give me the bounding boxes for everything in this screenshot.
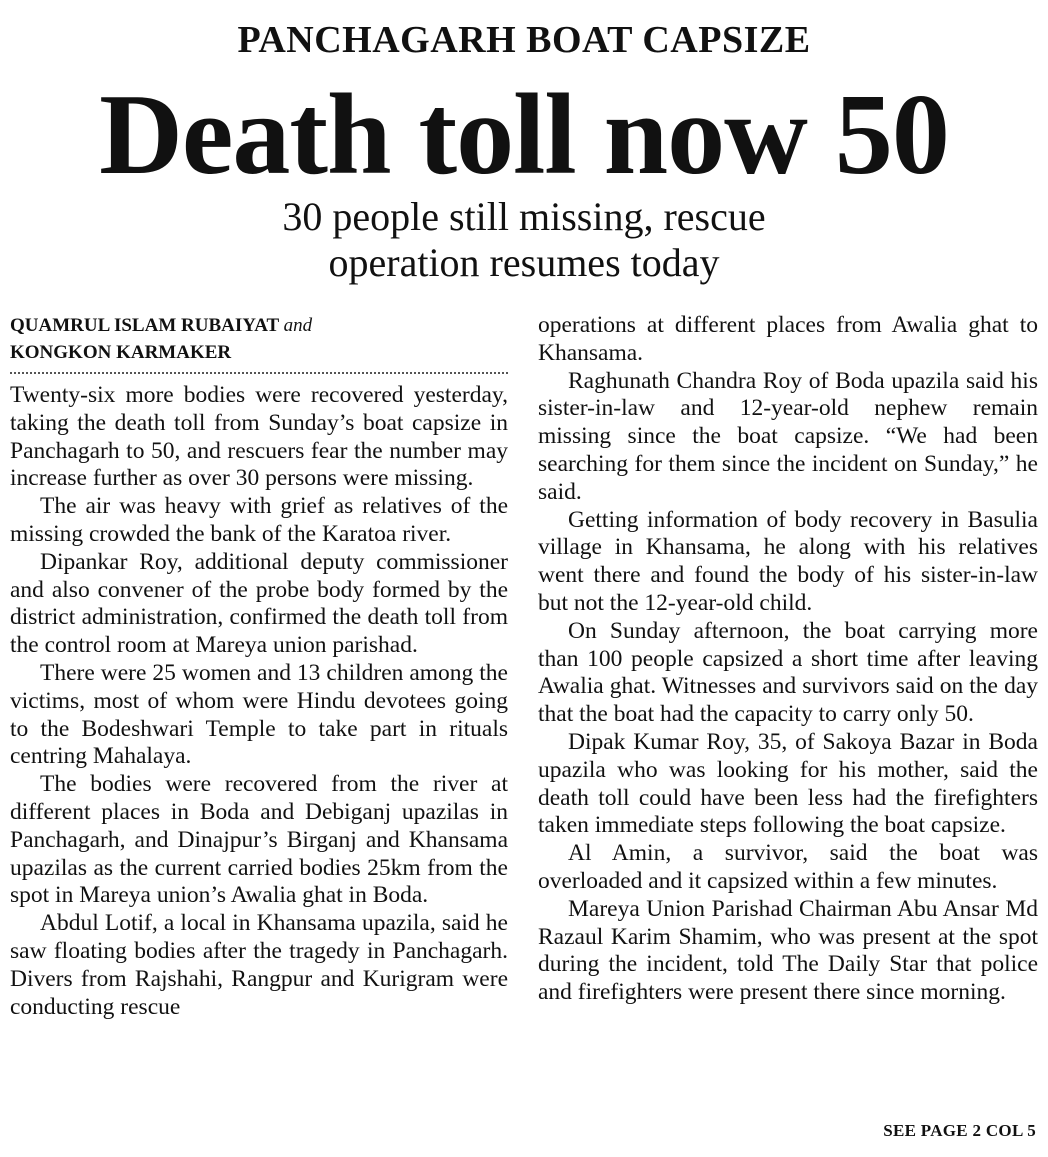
paragraph: There were 25 women and 13 children among the victims, most of whom were Hindu devotees going to the Bodeshwari Temple to take part in rituals centring Mahalaya. bbox=[10, 659, 508, 770]
jump-line: SEE PAGE 2 COL 5 bbox=[883, 1121, 1036, 1140]
paragraph: Twenty-six more bodies were recovered yesterday, taking the death toll from Sunday’s boat capsize in Panchagarh to 50, and rescuers fear the number may increase further as over 30 persons were missing. bbox=[10, 382, 508, 492]
paragraph: Getting information of body recovery in Basulia village in Khansama, he along with his relatives went there and found the body of his sister-in-law but not the 12-year-old child. bbox=[538, 506, 1038, 616]
paragraph: Abdul Lotif, a local in Khansama upazila, said he saw floating bodies after the tragedy in Panchagarh. Divers from Rajshahi, Rangpur and Kurigram were conducting rescue bbox=[10, 910, 508, 1020]
paragraph: The air was heavy with grief as relatives of the missing crowded the bank of the Karatoa river. bbox=[10, 493, 508, 547]
paragraph: Al Amin, a survivor, said the boat was overloaded and it capsized within a few minutes. bbox=[538, 840, 1038, 894]
paragraph: Dipak Kumar Roy, 35, of Sakoya Bazar in Boda upazila who was looking for his mother, said the death toll could have been less had the firefighters taken immediate steps following the boat capsize. bbox=[538, 728, 1038, 839]
byline-author-1: QUAMRUL ISLAM RUBAIYAT bbox=[10, 315, 279, 336]
kicker: PANCHAGARH BOAT CAPSIZE bbox=[237, 19, 811, 61]
article-column-right bbox=[538, 312, 1038, 1007]
paragraph: operations at different places from Awalia ghat to Khansama. bbox=[538, 312, 1038, 366]
byline-author-2: KONGKON KARMAKER bbox=[10, 342, 232, 363]
headline: Death toll now 50 bbox=[99, 71, 949, 199]
paragraph: Mareya Union Parishad Chairman Abu Ansar Md Razaul Karim Shamim, who was present at the spot during the incident, told The Daily Star that police and firefighters were present there since morning. bbox=[538, 895, 1038, 1006]
paragraph: On Sunday afternoon, the boat carrying more than 100 people capsized a short time after leaving Awalia ghat. Witnesses and survivors said on the day that the boat had the capacity to carry only 50. bbox=[538, 617, 1038, 728]
paragraph: Dipankar Roy, additional deputy commissioner and also convener of the probe body formed by the district administration, confirmed the death toll from the control room at Mareya union parishad. bbox=[10, 548, 508, 659]
byline bbox=[10, 312, 508, 366]
paragraph: Raghunath Chandra Roy of Boda upazila said his sister-in-law and 12-year-old nephew remain missing since the boat capsize. “We had been searching for them since the incident on Sunday,” he said. bbox=[538, 367, 1038, 505]
subheadline bbox=[0, 194, 1048, 286]
subheadline-line-1: 30 people still missing, rescue bbox=[282, 194, 766, 239]
paragraph: The bodies were recovered from the river at different places in Boda and Debiganj upazilas in Panchagarh, and Dinajpur’s Birganj and Khansama upazilas as the current carried bodies 25km from the spot in Mareya union’s Awalia ghat in Boda. bbox=[10, 771, 508, 909]
article-column-left bbox=[10, 312, 508, 1021]
subheadline-line-2: operation resumes today bbox=[328, 240, 720, 285]
byline-divider bbox=[10, 372, 508, 374]
byline-conjunction: and bbox=[283, 315, 313, 336]
